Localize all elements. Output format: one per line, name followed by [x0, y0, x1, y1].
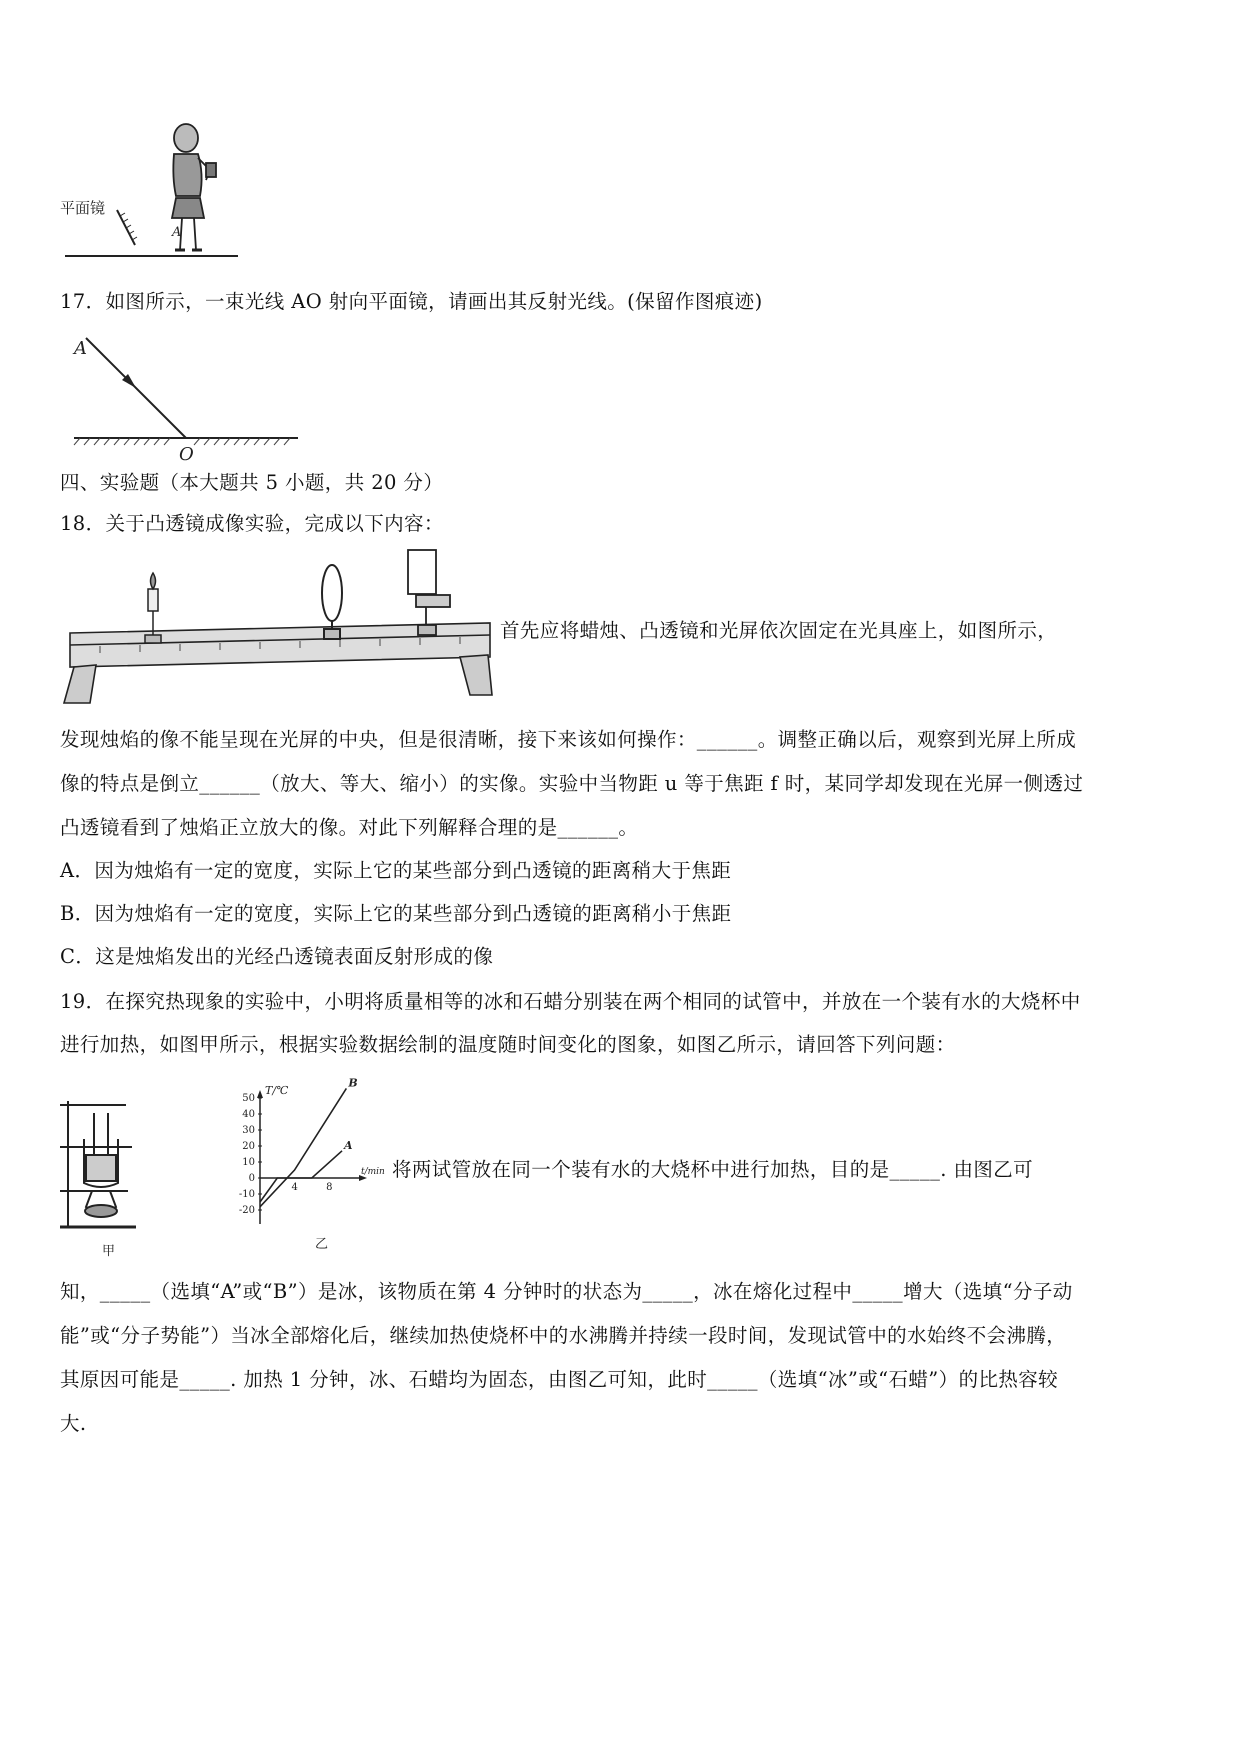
q19-line-1: 19．在探究热现象的实验中，小明将质量相等的冰和石蜡分别装在两个相同的试管中，并放在一个装有水的大烧杯中: [60, 990, 1081, 1013]
q19-line-2: 进行加热，如图甲所示，根据实验数据绘制的温度随时间变化的图象，如图乙所示，请回答下列问题：: [60, 1033, 956, 1056]
y-tick-label: 0: [248, 1173, 255, 1184]
q18-option-a: A．因为烛焰有一定的宽度，实际上它的某些部分到凸透镜的距离稍大于焦距: [60, 859, 732, 882]
fig-jia-caption: 甲: [102, 1244, 116, 1259]
section-title: 四、实验题（本大题共 5 小题，共 20 分）: [60, 471, 444, 494]
q19-line-5: 其原因可能是_____. 加热 1 分钟，冰、石蜡均为固态，由图乙可知，此时_____（选填“冰”或“石蜡”）的比热容较: [60, 1368, 1059, 1391]
q18-line-1: 发现烛焰的像不能呈现在光屏的中央，但是很清晰，接下来该如何操作：______。调整正确以后，观察到光屏上所成: [60, 728, 1077, 751]
q17-figure: [66, 330, 306, 465]
q18-option-b: B．因为烛焰有一定的宽度，实际上它的某些部分到凸透镜的距离稍小于焦距: [60, 902, 732, 925]
q19-line-6: 大.: [60, 1412, 87, 1435]
y-axis-label: T/℃: [265, 1084, 289, 1097]
y-tick-label: -10: [238, 1189, 255, 1200]
light-screen: [408, 550, 450, 635]
q18-side-text: 首先应将蜡烛、凸透镜和光屏依次固定在光具座上，如图所示，: [500, 619, 1058, 642]
x-tick-label: 4: [291, 1182, 298, 1193]
q17-text: 17．如图所示，一束光线 AO 射向平面镜，请画出其反射光线。(保留作图痕迹): [60, 290, 763, 313]
mirror-label: 平面镜: [60, 199, 106, 217]
x-tick-label: 8: [326, 1182, 333, 1193]
beaker-stand-figure: [56, 1095, 156, 1265]
q18-line-2: 像的特点是倒立______（放大、等大、缩小）的实像。实验中当物距 u 等于焦距 f 时，某同学却发现在光屏一侧透过: [60, 772, 1084, 795]
series-line-b: [260, 1088, 346, 1206]
y-tick-label: -20: [238, 1205, 255, 1216]
y-tick-label: 50: [242, 1093, 255, 1104]
optical-bench-figure: [60, 545, 500, 710]
q18-line-3: 凸透镜看到了烛焰正立放大的像。对此下列解释合理的是______。: [60, 816, 639, 839]
q19-side-text: 将两试管放在同一个装有水的大烧杯中进行加热，目的是_____. 由图乙可: [392, 1158, 1034, 1181]
y-tick-label: 10: [242, 1157, 255, 1168]
label-a: A: [74, 338, 87, 359]
plane-mirror: [117, 210, 137, 245]
q18-intro: 18．关于凸透镜成像实验，完成以下内容：: [60, 512, 444, 535]
q19-line-3: 知，_____（选填“A”或“B”）是冰，该物质在第 4 分钟时的状态为_____，冰在熔化过程中_____增大（选填“分子动: [60, 1280, 1073, 1303]
x-axis-label: t/min: [361, 1167, 385, 1177]
label-o: O: [179, 444, 194, 465]
fig-yi-caption: 乙: [315, 1237, 329, 1252]
y-axis-arrow-icon: [257, 1090, 263, 1098]
mirror-girl-figure: [60, 118, 250, 266]
point-a-label: A: [172, 225, 182, 240]
y-tick-label: 20: [242, 1141, 255, 1152]
series-label-b: B: [348, 1076, 358, 1090]
temperature-time-chart: [215, 1076, 390, 1257]
series-label-a: A: [344, 1138, 353, 1152]
y-tick-label: 40: [242, 1109, 255, 1120]
y-tick-label: 30: [242, 1125, 255, 1136]
q18-option-c: C．这是烛焰发出的光经凸透镜表面反射形成的像: [60, 945, 494, 968]
q19-line-4: 能”或“分子势能”）当冰全部熔化后，继续加热使烧杯中的水沸腾并持续一段时间，发现试管中的水始终不会沸腾，: [60, 1324, 1067, 1347]
